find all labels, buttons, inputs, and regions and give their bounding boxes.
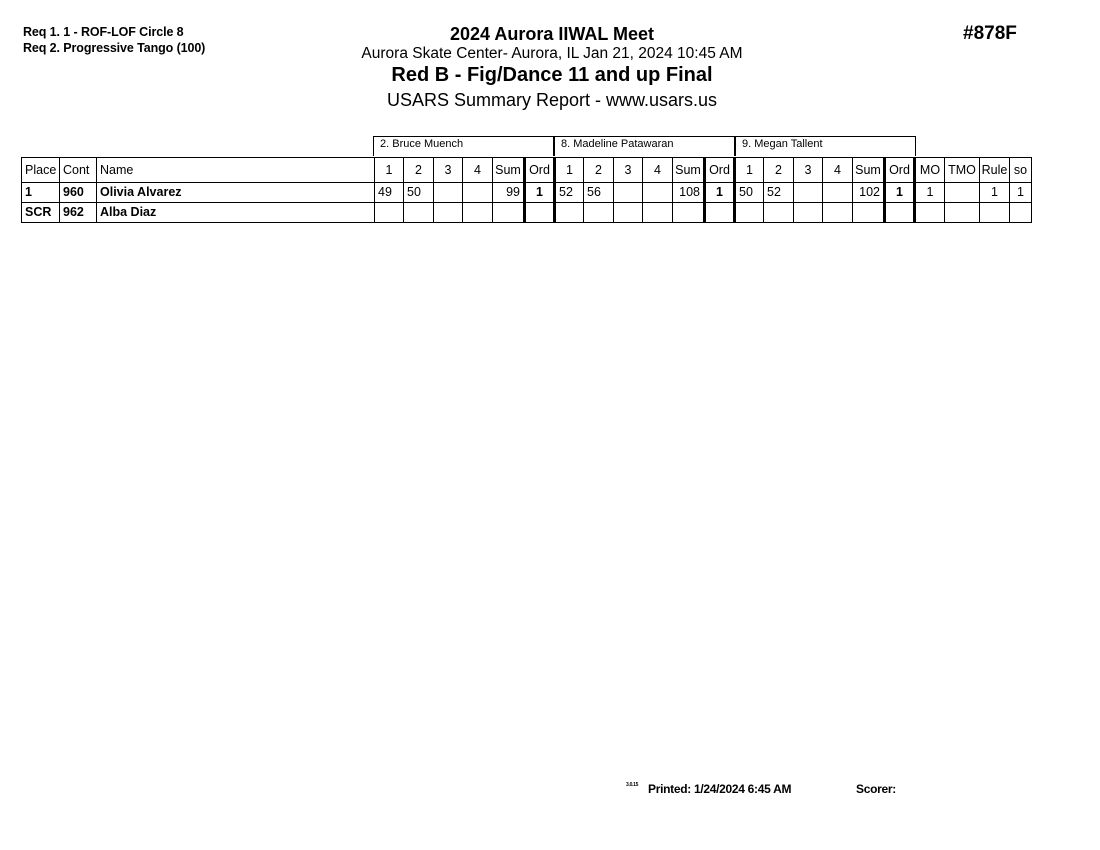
row-mo: 1 bbox=[915, 183, 945, 203]
venue-date: Aurora Skate Center- Aurora, IL Jan 21, 2024 10:45 AM bbox=[361, 45, 743, 62]
event-code: #878F bbox=[963, 23, 1017, 44]
row-so bbox=[1010, 203, 1032, 223]
row-j1-score-2: 50 bbox=[404, 183, 434, 203]
row-j1-score-1: 49 bbox=[375, 183, 404, 203]
row-j1-sum: 99 bbox=[493, 183, 525, 203]
col-cont: Cont bbox=[60, 158, 97, 183]
row-rule bbox=[980, 203, 1010, 223]
judge-header-3: 9. Megan Tallent bbox=[735, 136, 916, 156]
row-j1-sum bbox=[493, 203, 525, 223]
version-label: 3.0.15 bbox=[626, 782, 639, 788]
row-j2-ordinal: 1 bbox=[705, 183, 735, 203]
judge-header-1: 2. Bruce Muench bbox=[373, 136, 554, 156]
row-j1-score-3 bbox=[434, 183, 463, 203]
col-place: Place bbox=[22, 158, 60, 183]
row-j2-sum: 108 bbox=[673, 183, 705, 203]
row-j1-score-2 bbox=[404, 203, 434, 223]
requirement-1: Req 1. 1 - ROF-LOF Circle 8 bbox=[23, 25, 184, 39]
row-j2-sum bbox=[673, 203, 705, 223]
row-mo bbox=[915, 203, 945, 223]
row-j3-ordinal bbox=[885, 203, 915, 223]
row-skater-name: Olivia Alvarez bbox=[97, 183, 375, 203]
requirement-2: Req 2. Progressive Tango (100) bbox=[23, 41, 206, 55]
row-j2-score-1: 52 bbox=[555, 183, 584, 203]
row-j3-score-2: 52 bbox=[764, 183, 794, 203]
col-j3-4: 4 bbox=[823, 158, 853, 183]
row-j2-score-3 bbox=[614, 183, 643, 203]
col-j3-ord: Ord bbox=[885, 158, 915, 183]
row-j3-score-2 bbox=[764, 203, 794, 223]
col-j2-sum: Sum bbox=[673, 158, 705, 183]
row-j2-ordinal bbox=[705, 203, 735, 223]
row-skater-name: Alba Diaz bbox=[97, 203, 375, 223]
col-j2-1: 1 bbox=[555, 158, 584, 183]
table-row bbox=[22, 203, 1032, 223]
scorer-label: Scorer: bbox=[856, 782, 896, 796]
col-j1-3: 3 bbox=[434, 158, 463, 183]
row-j1-score-1 bbox=[375, 203, 404, 223]
row-j3-score-1 bbox=[735, 203, 764, 223]
col-mo: MO bbox=[915, 158, 945, 183]
col-j1-4: 4 bbox=[463, 158, 493, 183]
row-j3-sum: 102 bbox=[853, 183, 885, 203]
table-row bbox=[22, 183, 1032, 203]
header-row bbox=[22, 158, 1032, 183]
meet-title: 2024 Aurora IIWAL Meet bbox=[449, 24, 655, 44]
row-so: 1 bbox=[1010, 183, 1032, 203]
col-j2-4: 4 bbox=[643, 158, 673, 183]
row-j3-sum bbox=[853, 203, 885, 223]
row-j1-score-4 bbox=[463, 183, 493, 203]
col-name: Name bbox=[97, 158, 375, 183]
event-title: Red B - Fig/Dance 11 and up Final bbox=[391, 64, 713, 86]
row-j1-score-4 bbox=[463, 203, 493, 223]
row-j3-score-1: 50 bbox=[735, 183, 764, 203]
col-j3-1: 1 bbox=[735, 158, 764, 183]
row-j1-score-3 bbox=[434, 203, 463, 223]
row-j3-score-4 bbox=[823, 183, 853, 203]
row-place: SCR bbox=[22, 203, 60, 223]
row-j3-ordinal: 1 bbox=[885, 183, 915, 203]
results-table bbox=[21, 157, 1032, 223]
report-title: USARS Summary Report - www.usars.us bbox=[386, 90, 718, 110]
row-tmo bbox=[945, 203, 980, 223]
row-contestant-number: 962 bbox=[60, 203, 97, 223]
row-j2-score-4 bbox=[643, 203, 673, 223]
col-so: so bbox=[1010, 158, 1032, 183]
col-j2-2: 2 bbox=[584, 158, 614, 183]
row-j3-score-3 bbox=[794, 203, 823, 223]
printed-timestamp: Printed: 1/24/2024 6:45 AM bbox=[648, 782, 792, 796]
row-j3-score-3 bbox=[794, 183, 823, 203]
row-j1-ordinal: 1 bbox=[525, 183, 555, 203]
row-contestant-number: 960 bbox=[60, 183, 97, 203]
row-j3-score-4 bbox=[823, 203, 853, 223]
row-j2-score-1 bbox=[555, 203, 584, 223]
row-j2-score-2 bbox=[584, 203, 614, 223]
row-rule: 1 bbox=[980, 183, 1010, 203]
col-j3-2: 2 bbox=[764, 158, 794, 183]
row-place: 1 bbox=[22, 183, 60, 203]
col-j1-2: 2 bbox=[404, 158, 434, 183]
col-j3-sum: Sum bbox=[853, 158, 885, 183]
row-j2-score-2: 56 bbox=[584, 183, 614, 203]
col-rule: Rule bbox=[980, 158, 1010, 183]
col-j2-3: 3 bbox=[614, 158, 643, 183]
col-j1-ord: Ord bbox=[525, 158, 555, 183]
row-tmo bbox=[945, 183, 980, 203]
col-j3-3: 3 bbox=[794, 158, 823, 183]
col-j1-sum: Sum bbox=[493, 158, 525, 183]
col-tmo: TMO bbox=[945, 158, 980, 183]
row-j2-score-4 bbox=[643, 183, 673, 203]
judge-header-2: 8. Madeline Patawaran bbox=[554, 136, 735, 156]
row-j1-ordinal bbox=[525, 203, 555, 223]
row-j2-score-3 bbox=[614, 203, 643, 223]
col-j2-ord: Ord bbox=[705, 158, 735, 183]
col-j1-1: 1 bbox=[375, 158, 404, 183]
